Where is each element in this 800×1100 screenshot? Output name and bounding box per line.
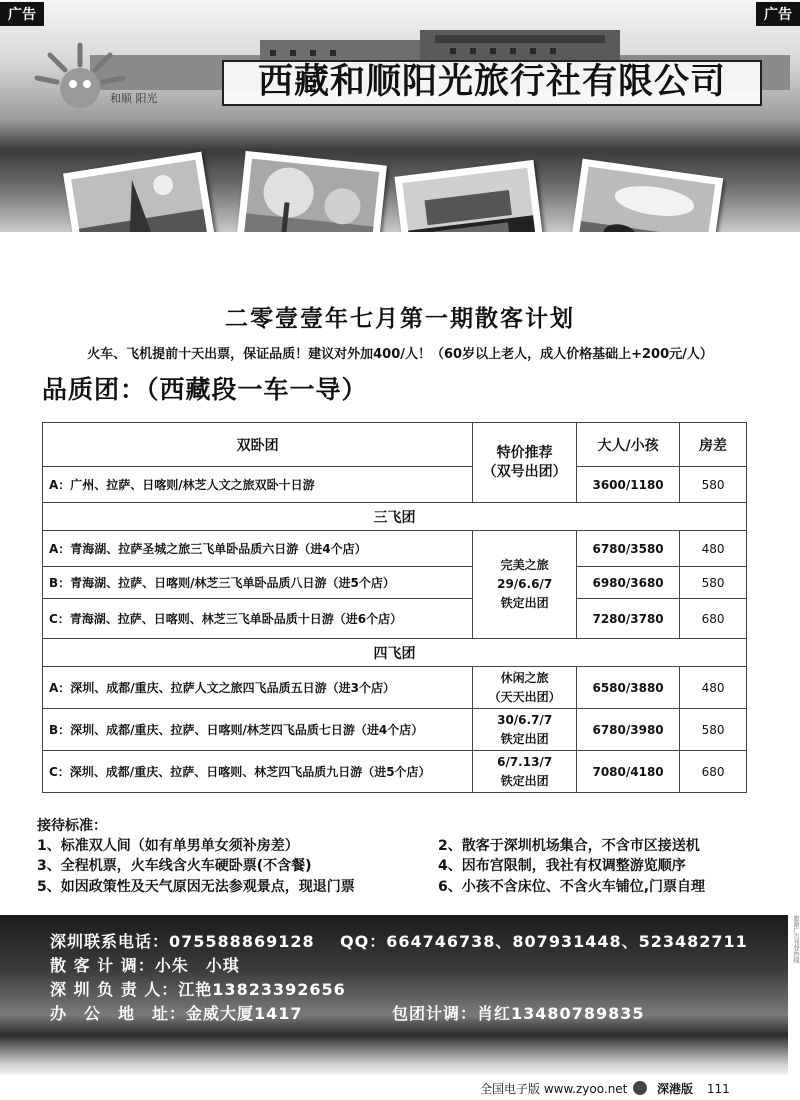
departure-line: 铁定出团 — [500, 596, 549, 610]
tibet-photo-trees — [235, 151, 387, 232]
departure-info-cell — [473, 531, 577, 639]
company-name: 西藏和顺阳光旅行社有限公司 — [222, 60, 762, 106]
manager-label: 深 圳 负 责 人： — [50, 980, 179, 999]
departure-line: 6/7.13/7 — [497, 754, 553, 769]
tour-name: C：青海湖、拉萨、日喀则、林芝三飞单卧品质十日游（进6个店） — [43, 599, 473, 639]
tour-price: 3600/1180 — [577, 467, 680, 503]
tour-name: A：深圳、成都/重庆、拉萨人文之旅四飞品质五日游（进3个店） — [43, 667, 473, 709]
site-label: 全国电子版 — [480, 1082, 541, 1096]
table-row — [43, 467, 747, 503]
office-label: 办 公 地 址： — [50, 1004, 187, 1023]
ad-label-right: 广告 — [756, 2, 800, 26]
standard-item: 2、散客于深圳机场集合，不含市区接送机 — [438, 838, 700, 854]
tour-name: A：广州、拉萨、日喀则/林芝人文之旅双卧十日游 — [43, 467, 473, 503]
coordinator-label: 散 客 计 调： — [50, 956, 155, 975]
standard-item: 1、标准双人间（如有单男单女须补房差） — [37, 838, 299, 854]
tour-name: C：深圳、成都/重庆、拉萨、日喀则、林芝四飞品质九日游（进5个店） — [43, 751, 473, 793]
table-row — [43, 531, 747, 567]
room-diff: 580 — [680, 709, 747, 751]
three-flight-title: 三飞团 — [43, 503, 747, 531]
edition-label: 深港版 — [657, 1082, 694, 1096]
contact-banner — [0, 915, 788, 1075]
room-diff: 580 — [680, 567, 747, 599]
table-row — [43, 667, 747, 709]
manager-contact: 江艳13823392656 — [178, 980, 346, 999]
tour-name: B：深圳、成都/重庆、拉萨、日喀则/林芝四飞品质七日游（进4个店） — [43, 709, 473, 751]
tour-price: 7080/4180 — [577, 751, 680, 793]
site-logo-icon — [633, 1081, 647, 1095]
group-line — [392, 1001, 644, 1024]
price-header: 大人/小孩 — [577, 423, 680, 467]
group-label: 包团计调： — [392, 1004, 478, 1023]
room-diff: 680 — [680, 751, 747, 793]
office-line — [50, 1001, 303, 1024]
quality-tour-title: 品质团：（西藏段一车一导） — [42, 375, 368, 404]
manager-line — [50, 977, 346, 1000]
tour-price: 6780/3980 — [577, 709, 680, 751]
standard-item: 3、全程机票，火车线含火车硬卧票(不含餐) — [37, 858, 312, 874]
coordinator-line — [50, 953, 240, 976]
tibet-photo-prayer-flags — [63, 152, 217, 232]
departure-line: 铁定出团 — [500, 773, 549, 788]
four-flight-title: 四飞团 — [43, 639, 747, 667]
standard-item: 5、如因政策性及天气原因无法参观景点，现退门票 — [37, 879, 355, 895]
qq-line — [340, 929, 748, 952]
office-address: 金威大厦1417 — [186, 1004, 303, 1023]
phone-label: 深圳联系电话： — [50, 932, 170, 951]
standard-item: 4、因布宫限制，我社有权调整游览顺序 — [438, 858, 686, 874]
room-diff: 480 — [680, 667, 747, 709]
room-diff: 480 — [680, 531, 747, 567]
departure-info-cell — [473, 751, 577, 793]
table-row — [43, 567, 747, 599]
room-diff-header: 房差 — [680, 423, 747, 467]
special-recommend-cell — [473, 423, 577, 503]
reception-standards-title: 接待标准： — [37, 818, 107, 834]
table-row — [43, 751, 747, 793]
section-row-three-flight — [43, 503, 747, 531]
header-photo-banner — [0, 0, 800, 232]
page-number: 111 — [706, 1082, 730, 1096]
tibet-photo-yaks — [569, 159, 724, 232]
room-diff: 580 — [680, 467, 747, 503]
tour-name: B：青海湖、拉萨、日喀则/林芝三飞单卧品质八日游（进5个店） — [43, 567, 473, 599]
qq-label: QQ： — [340, 932, 387, 951]
plan-title: 二零壹壹年七月第一期散客计划 — [225, 306, 575, 332]
ad-label-left: 广告 — [0, 2, 44, 26]
departure-line: 30/6.7/7 — [497, 712, 553, 727]
double-sleeper-title: 双卧团 — [43, 423, 473, 467]
departure-line: 完美之旅 — [500, 558, 549, 572]
phone-line — [50, 929, 315, 952]
standard-item: 6、小孩不含床位、不含火车铺位,门票自理 — [438, 879, 706, 895]
departure-line: 29/6.6/7 — [497, 577, 553, 591]
coordinator-names: 小朱 小琪 — [154, 956, 240, 975]
tour-price: 7280/3780 — [577, 599, 680, 639]
side-note: 旅游广告刊登热线 — [792, 915, 799, 963]
departure-line: 铁定出团 — [500, 731, 549, 746]
phone-number: 075588869128 — [169, 932, 315, 951]
even-date-departure: （双号出团） — [482, 463, 567, 480]
special-recommend-label: 特价推荐 — [496, 444, 553, 461]
pricing-notice: 火车、飞机提前十天出票，保证品质！建议对外加400/人！（60岁以上老人，成人价格基础上+200元/人） — [87, 347, 713, 362]
departure-info-cell — [473, 667, 577, 709]
section-row-four-flight — [43, 639, 747, 667]
room-diff: 680 — [680, 599, 747, 639]
table-header-row — [43, 423, 747, 467]
qq-numbers: 664746738、807931448、523482711 — [386, 932, 748, 951]
tour-price: 6980/3680 — [577, 567, 680, 599]
group-contact: 肖红13480789835 — [477, 1004, 645, 1023]
page-footer — [480, 1080, 730, 1097]
tour-name: A：青海湖、拉萨圣城之旅三飞单卧品质六日游（进4个店） — [43, 531, 473, 567]
departure-info-cell — [473, 709, 577, 751]
logo-text: 和顺 阳光 — [110, 92, 158, 105]
site-url[interactable]: www.zyoo.net — [543, 1082, 628, 1096]
tour-price: 6580/3880 — [577, 667, 680, 709]
tibet-photo-palace-lake — [394, 160, 545, 232]
table-row — [43, 599, 747, 639]
departure-line: 休闲之旅 — [500, 670, 549, 685]
tour-price: 6780/3580 — [577, 531, 680, 567]
tour-plan-table — [42, 422, 747, 793]
departure-line: （天天出团） — [488, 689, 561, 704]
table-row — [43, 709, 747, 751]
